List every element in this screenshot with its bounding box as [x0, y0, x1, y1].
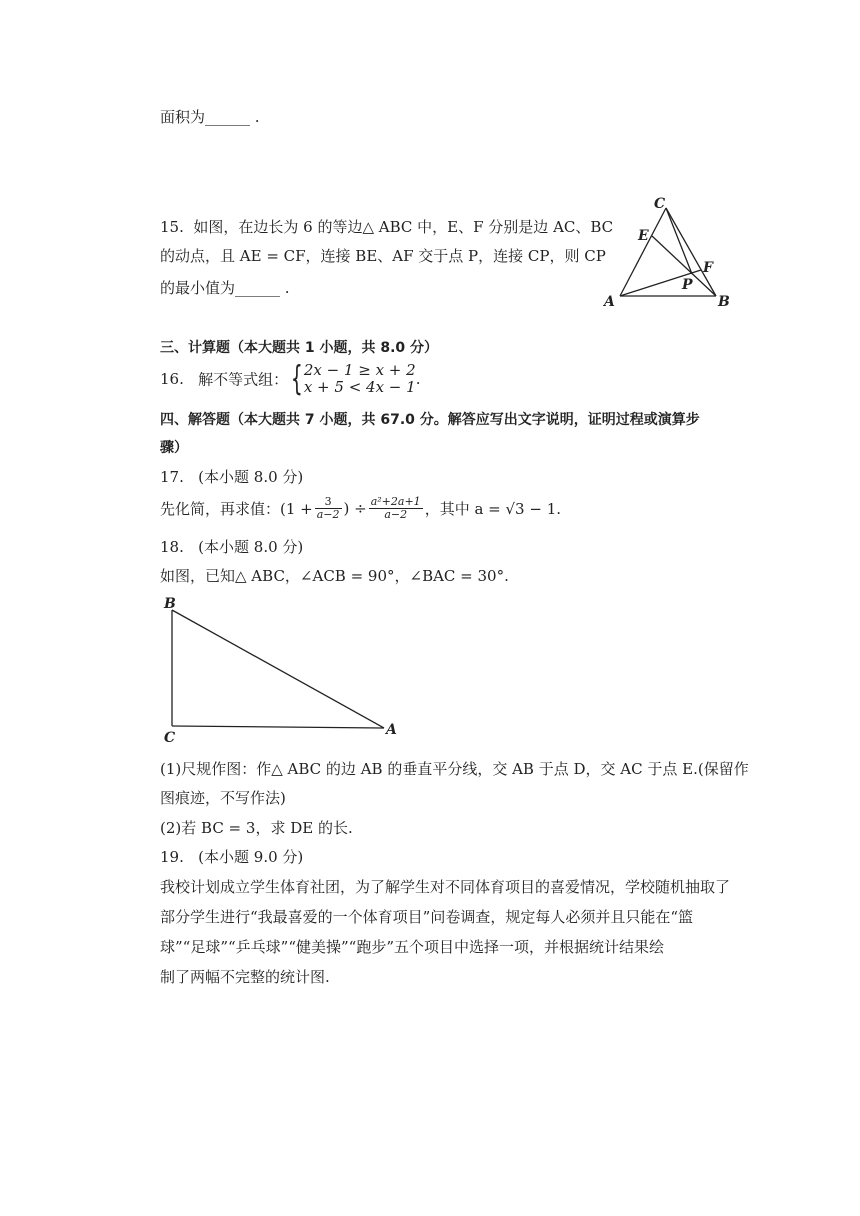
q19-line-b: 部分学生进行“我最喜爱的一个体育项目”问卷调查，规定每人必须并且只能在“篮 [160, 908, 694, 926]
label-b: B [718, 294, 730, 310]
label-p: P [682, 277, 693, 293]
fraction-1-num: 3 [315, 496, 342, 509]
fraction-1-den: a−2 [316, 508, 340, 521]
label-e: E [638, 228, 649, 244]
label-b: B [164, 596, 176, 612]
inequality-1: 2x − 1 ≥ x + 2 [303, 361, 416, 379]
q18-number: 18. [160, 538, 184, 556]
label-a: A [604, 294, 615, 310]
fraction-2-den: a−2 [384, 508, 408, 521]
fraction-2-num: a²+2a+1 [370, 495, 421, 508]
inequality-system [304, 362, 416, 396]
brace-icon: { [291, 359, 303, 399]
q15-line2: 的动点，且 AE = CF，连接 BE、AF 交于点 P，连接 CP，则 CP [160, 247, 606, 265]
label-f: F [703, 260, 713, 276]
label-c: C [164, 730, 176, 746]
q17-post: ，其中 a = √3 − 1. [424, 500, 562, 518]
q19-line-c: 球”“足球”“乒乓球”“健美操”“跑步”五个项目中选择一项，并根据统计结果绘 [160, 938, 665, 956]
q18-score: (本小题 8.0 分) [198, 538, 304, 556]
label-c: C [654, 196, 666, 212]
section-4-heading-a: 四、解答题（本大题共 7 小题，共 67.0 分。解答应写出文字说明，证明过程或演算步 [160, 412, 700, 428]
q19-line-d: 制了两幅不完整的统计图. [160, 968, 330, 986]
q18-part1-b: 图痕迹，不写作法) [160, 789, 286, 807]
segment-cp [666, 208, 692, 274]
q17-header [160, 466, 303, 487]
q16-period: . [415, 370, 421, 388]
q16-prompt: 解不等式组： [198, 370, 289, 389]
fraction-1 [315, 496, 342, 521]
q16-line [160, 359, 421, 399]
q18-header [160, 536, 303, 557]
q17-pre: 先化简，再求值：(1 + [160, 500, 313, 518]
q17-body [160, 496, 561, 521]
q18-body: 如图，已知△ ABC，∠ACB = 90°，∠BAC = 30°. [160, 567, 509, 585]
q15-line3: 的最小值为______ . [160, 279, 290, 297]
q17-number: 17. [160, 468, 184, 486]
q15-text-a: 如图，在边长为 6 的等边△ ABC 中，E、F 分别是边 AC、BC [193, 218, 614, 236]
q18-part2: (2)若 BC = 3，求 DE 的长. [160, 819, 353, 837]
fraction-2 [369, 496, 423, 521]
side-ca [172, 726, 384, 728]
q18-part1-a: (1)尺规作图：作△ ABC 的边 AB 的垂直平分线，交 AB 于点 D，交 AC 于点 E.(保留作 [160, 760, 749, 778]
q19-number: 19. [160, 848, 184, 866]
q14-tail: 面积为______ . [160, 108, 260, 126]
section-3-heading: 三、计算题（本大题共 1 小题，共 8.0 分） [160, 340, 439, 356]
q19-header [160, 846, 303, 867]
side-ab [172, 610, 384, 728]
q15-number: 15. [160, 218, 184, 236]
q17-mid: ) ÷ [343, 499, 367, 518]
q19-line-a: 我校计划成立学生体育社团，为了解学生对不同体育项目的喜爱情况，学校随机抽取了 [160, 878, 731, 896]
q16-number: 16. [160, 370, 184, 388]
q15-figure [600, 192, 740, 312]
q17-score: (本小题 8.0 分) [198, 468, 304, 486]
q18-figure [158, 592, 408, 747]
section-4-heading-b: 骤） [160, 440, 188, 456]
inequality-2: x + 5 < 4x − 1 [303, 378, 416, 396]
label-a: A [386, 722, 397, 738]
q15-line1 [160, 216, 613, 237]
q19-score: (本小题 9.0 分) [198, 848, 304, 866]
